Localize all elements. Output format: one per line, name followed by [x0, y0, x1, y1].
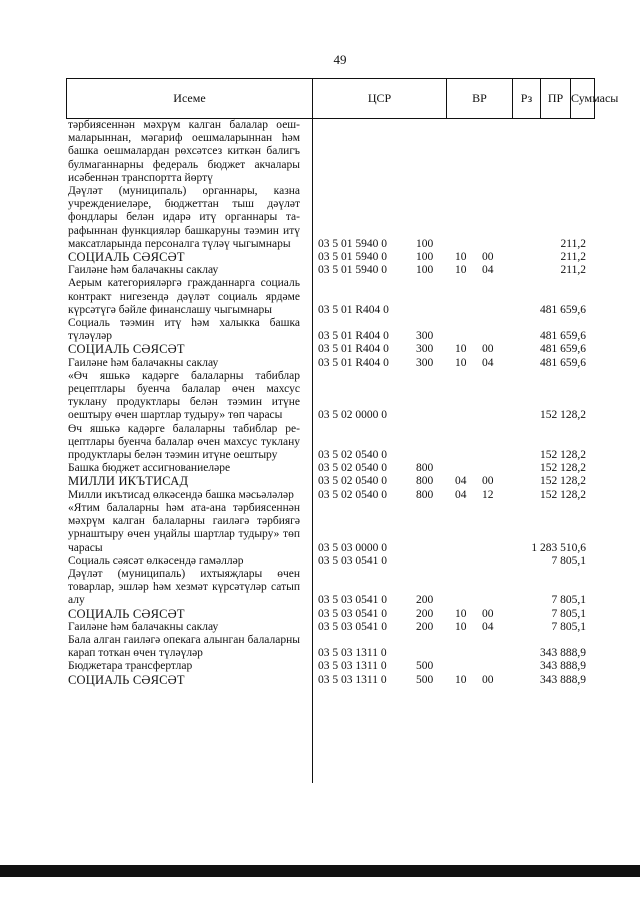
row-vr: 500 [416, 660, 434, 673]
row-name: «Ятим балаларны һәм ата-ана тәрбиясеннән мәхрүм калган балаларны гаиләгә тәрбиягә урнаштыру өчен уңайлы шартлар тудыру» төп чарасы [68, 501, 300, 554]
table-row [0, 634, 640, 660]
row-sum: 481 659,6 [540, 303, 586, 316]
row-rz: 10 [455, 356, 467, 369]
row-sum: 481 659,6 [540, 343, 586, 356]
table-row [0, 357, 640, 370]
row-pr: 00 [482, 673, 494, 686]
row-rz: 10 [455, 264, 467, 277]
row-sum: 343 888,9 [540, 647, 586, 660]
row-csr: 03 5 01 R404 0 [318, 356, 389, 369]
header-name: Исеме [67, 79, 313, 118]
row-sum: 152 128,2 [540, 488, 586, 501]
row-sum: 7 805,1 [551, 594, 586, 607]
row-sum: 7 805,1 [551, 554, 586, 567]
row-sum: 481 659,6 [540, 356, 586, 369]
row-sum: 7 805,1 [551, 620, 586, 633]
row-pr: 12 [482, 488, 494, 501]
row-pr: 04 [482, 264, 494, 277]
row-sum: 343 888,9 [540, 673, 586, 686]
row-name: Гаиләне һәм балачакны саклау [68, 264, 219, 277]
row-vr: 300 [416, 330, 434, 343]
row-sum: 152 128,2 [540, 462, 586, 475]
row-sum: 152 128,2 [540, 475, 586, 488]
table-row [0, 317, 640, 343]
header-pr: ПР [541, 79, 571, 118]
row-sum: 343 888,9 [540, 660, 586, 673]
table-header [66, 78, 619, 119]
row-name: Гаиләне һәм балачакны саклау [68, 356, 219, 369]
row-name: Өч яшькә кадәрге балаларны табиблар рецептлары буенча балалар өчен махсус туклану продуктлары белән тәэмин итүне оештыру [68, 422, 300, 462]
row-csr: 03 5 02 0540 0 [318, 475, 387, 488]
row-vr: 100 [416, 264, 434, 277]
table-row [0, 277, 640, 317]
row-pr: 04 [482, 620, 494, 633]
row-csr: 03 5 03 1311 0 [318, 660, 387, 673]
row-sum: 211,2 [560, 251, 586, 264]
table-row [0, 251, 640, 264]
scan-edge-bar [0, 865, 640, 877]
row-sum: 481 659,6 [540, 330, 586, 343]
table-row [0, 555, 640, 568]
table-row [0, 343, 640, 356]
table-row [0, 264, 640, 277]
header-csr: ЦСР [313, 79, 447, 118]
row-pr: 00 [482, 475, 494, 488]
row-name: СОЦИАЛЬ СӘЯСӘТ [68, 606, 185, 621]
table-row [0, 185, 640, 251]
row-name: «Өч яшькә кадәрге балаларны табиблар рецептлары буенча балалар өчен махсус туклану продуктлары белән тәэмин итүне оештыру өчен шартлар тудыру» төп чарасы [68, 369, 300, 422]
row-csr: 03 5 03 0541 0 [318, 607, 387, 620]
row-name: СОЦИАЛЬ СӘЯСӘТ [68, 342, 185, 357]
row-vr: 300 [416, 356, 434, 369]
table-row [0, 475, 640, 488]
row-name: Дәүләт (муниципаль) ихтыяҗлары өчен товарлар, эшләр һәм хезмәт күрсәтүләр сатып алу [68, 567, 300, 607]
header-vr: ВР [447, 79, 513, 118]
row-csr: 03 5 03 1311 0 [318, 673, 387, 686]
row-vr: 800 [416, 488, 434, 501]
row-vr: 200 [416, 594, 434, 607]
row-name: Социаль сәясәт өлкәсендә гамәлләр [68, 554, 244, 567]
row-csr: 03 5 02 0540 0 [318, 462, 387, 475]
row-rz: 10 [455, 607, 467, 620]
row-rz: 10 [455, 673, 467, 686]
row-csr: 03 5 01 R404 0 [318, 343, 389, 356]
row-name: МИЛЛИ ИКЪТИСАД [68, 474, 189, 489]
row-vr: 100 [416, 237, 434, 250]
row-sum: 152 128,2 [540, 409, 586, 422]
row-vr: 500 [416, 673, 434, 686]
row-name: тәрбиясеннән мәхрүм калган балалар оешмаларыннан, мәгариф оешмаларыннан һәм башка оешмалардан рөхсәтсез киткән балигъ булмаганнарны федераль бюджет акчалары исәбеннән транспортта йөртү [68, 119, 300, 184]
header-rz: Рз [513, 79, 541, 118]
row-vr: 200 [416, 620, 434, 633]
row-csr: 03 5 01 R404 0 [318, 303, 389, 316]
header-sum: Суммасы [571, 91, 619, 105]
row-csr: 03 5 01 5940 0 [318, 251, 387, 264]
row-vr: 200 [416, 607, 434, 620]
row-csr: 03 5 02 0000 0 [318, 409, 387, 422]
table-row [0, 489, 640, 502]
row-csr: 03 5 03 0000 0 [318, 541, 387, 554]
table-row [0, 119, 640, 185]
row-csr: 03 5 03 0541 0 [318, 554, 387, 567]
row-rz: 10 [455, 251, 467, 264]
row-pr: 00 [482, 343, 494, 356]
table-row [0, 423, 640, 463]
table-row [0, 502, 640, 555]
row-vr: 800 [416, 475, 434, 488]
table-row [0, 660, 640, 673]
row-name: Гаиләне һәм балачакны саклау [68, 620, 219, 633]
row-name: Дәүләт (муниципаль) органнары, казна учреждениеләре, бюджеттан тыш дәүләт фондлары белән идарә итү органнары тарафыннан функцияләр башкаруны тәэмин итү максатларында персоналга түләү чыгымнары [68, 185, 300, 250]
row-vr: 300 [416, 343, 434, 356]
row-vr: 800 [416, 462, 434, 475]
row-name: Аерым категорияләргә гражданнарга социаль контракт нигезендә дәүләт социаль ярдәме күрсәтүгә бәйле финанслашу чыгымнары [68, 277, 300, 316]
table-row [0, 608, 640, 621]
row-name: Башка бюджет ассигнованиеләре [68, 462, 231, 475]
table-row [0, 568, 640, 608]
row-pr: 00 [482, 607, 494, 620]
row-name: Бюджетара трансфертлар [68, 660, 193, 673]
row-pr: 04 [482, 356, 494, 369]
row-pr: 00 [482, 251, 494, 264]
row-rz: 10 [455, 343, 467, 356]
row-sum: 7 805,1 [551, 607, 586, 620]
table-row [0, 370, 640, 423]
row-name: Милли икътисад өлкәсендә башка мәсьәләләр [68, 488, 294, 501]
row-sum: 1 283 510,6 [531, 541, 586, 554]
row-name: Социаль тәэмин итү һәм халыкка башка түләүләр [68, 317, 300, 343]
row-sum: 152 128,2 [540, 449, 586, 462]
row-rz: 10 [455, 620, 467, 633]
row-csr: 03 5 01 5940 0 [318, 264, 387, 277]
row-vr: 100 [416, 251, 434, 264]
row-csr: 03 5 02 0540 0 [318, 449, 387, 462]
row-csr: 03 5 03 1311 0 [318, 647, 387, 660]
table-row [0, 621, 640, 634]
row-name: СОЦИАЛЬ СӘЯСӘТ [68, 672, 185, 687]
row-sum: 211,2 [560, 237, 586, 250]
row-csr: 03 5 01 R404 0 [318, 330, 389, 343]
row-rz: 04 [455, 475, 467, 488]
page-number: 49 [333, 52, 347, 67]
row-csr: 03 5 03 0541 0 [318, 594, 387, 607]
row-csr: 03 5 02 0540 0 [318, 488, 387, 501]
table-body [0, 119, 640, 687]
row-rz: 04 [455, 488, 467, 501]
row-csr: 03 5 01 5940 0 [318, 237, 387, 250]
row-name: Бала алган гаиләгә опекага алынган балаларны карап тоткан өчен түләүләр [68, 633, 300, 660]
row-name: СОЦИАЛЬ СӘЯСӘТ [68, 250, 185, 265]
row-sum: 211,2 [560, 264, 586, 277]
row-csr: 03 5 03 0541 0 [318, 620, 387, 633]
table-row [0, 674, 640, 687]
